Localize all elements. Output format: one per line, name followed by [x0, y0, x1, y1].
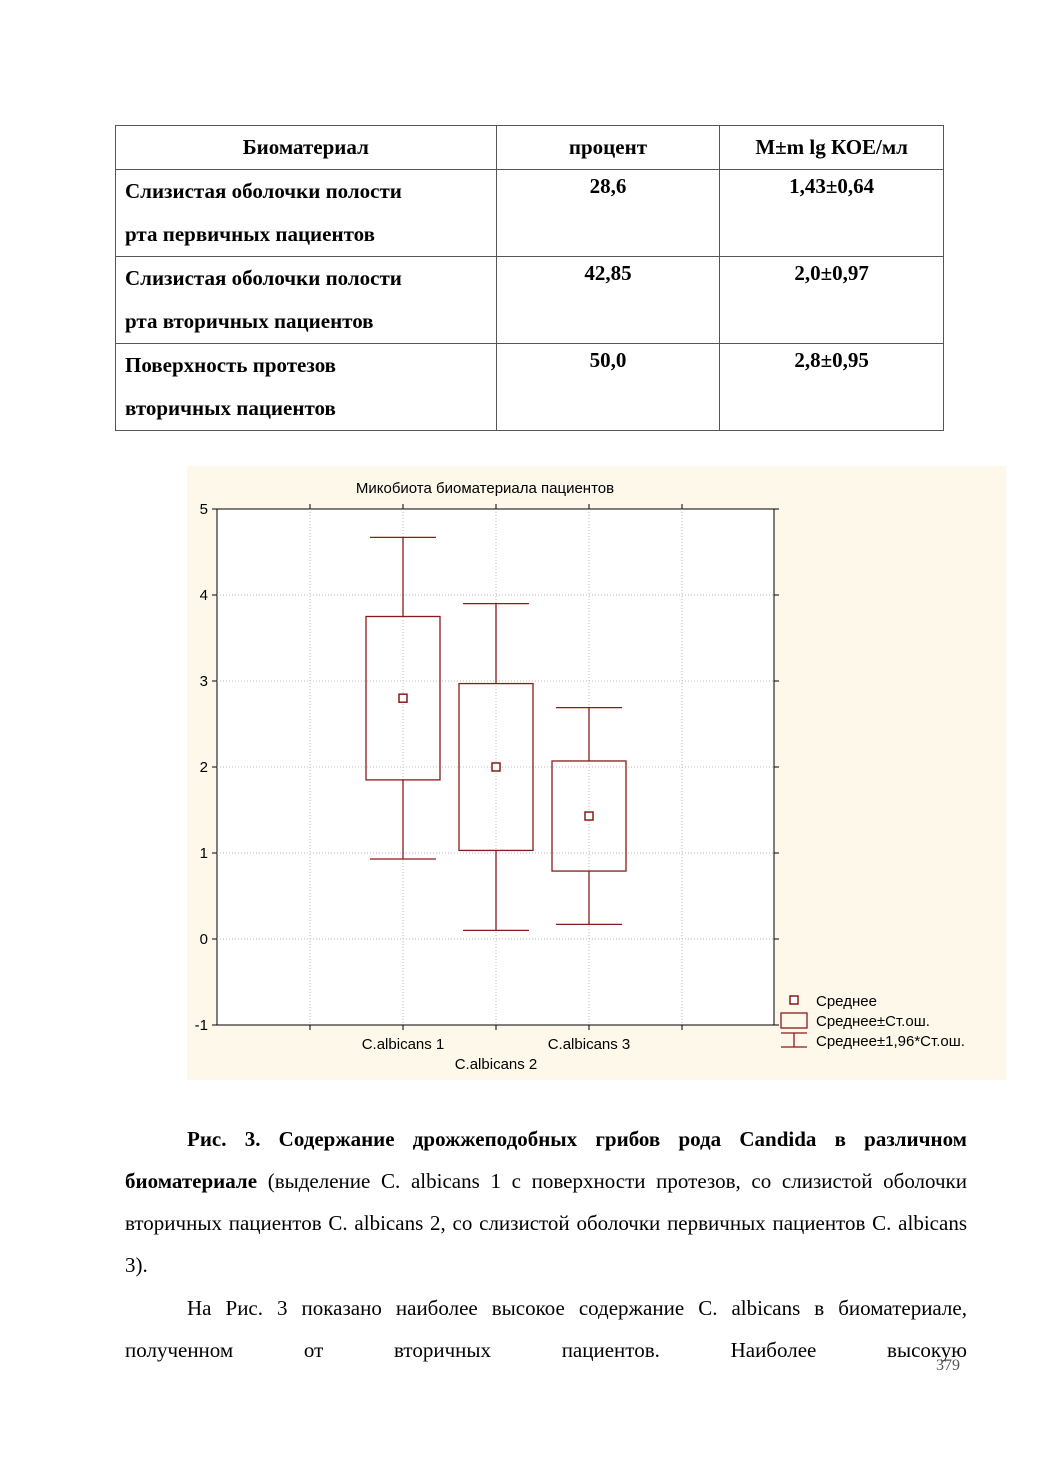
legend-label-se: Среднее±Ст.ош.	[816, 1013, 930, 1030]
y-tick-label: 0	[199, 931, 208, 948]
x-category-label: C.albicans 3	[547, 1036, 631, 1053]
mean-marker	[399, 694, 407, 702]
body-paragraph: На Рис. 3 показано наиболее высокое содержание C. albicans в биоматериале, полученном от вторичных пациентов. Наиболее высокую	[125, 1296, 967, 1362]
table-row	[116, 257, 944, 344]
table-cell-material: Слизистая оболочки полости рта вторичных пациентов	[116, 257, 497, 344]
table-cell-material: Поверхность протезов вторичных пациентов	[116, 344, 497, 431]
x-category-label: C.albicans 1	[361, 1036, 445, 1053]
y-tick-label: 5	[199, 501, 208, 518]
table-header: Биоматериал	[116, 126, 497, 170]
page-number: 379	[936, 1357, 960, 1374]
legend-box-marker	[781, 1013, 807, 1028]
chart-svg	[187, 466, 1006, 1080]
y-tick-label: 3	[199, 673, 208, 690]
table-row	[116, 170, 944, 257]
mean-marker	[585, 812, 593, 820]
legend-label-mean: Среднее	[816, 993, 877, 1010]
table-cell-value: 2,0±0,97	[720, 257, 944, 344]
mean-marker	[492, 763, 500, 771]
table-header: процент	[496, 126, 720, 170]
table-cell-value: 2,8±0,95	[720, 344, 944, 431]
caption-rest: (выделение C. albicans 1 с поверхности протезов, со слизистой оболочки вторичных пациентов C. albicans 2, со слизистой оболочки первичных пациентов C. albicans 3).	[125, 1169, 967, 1277]
table-cell-percent: 42,85	[496, 257, 720, 344]
x-category-label: C.albicans 2	[454, 1056, 538, 1073]
boxplot-chart	[187, 466, 1006, 1080]
table-header-row	[116, 126, 944, 170]
data-table	[115, 125, 944, 431]
legend-label-ci: Среднее±1,96*Ст.ош.	[816, 1033, 965, 1050]
chart-title: Микобиота биоматериала пациентов	[355, 480, 615, 497]
table-header: M±m lg КОЕ/мл	[720, 126, 944, 170]
table-cell-percent: 50,0	[496, 344, 720, 431]
y-tick-label: 4	[199, 587, 208, 604]
table-cell-value: 1,43±0,64	[720, 170, 944, 257]
y-tick-label: 2	[199, 759, 208, 776]
y-tick-label: -1	[194, 1017, 208, 1034]
table-row	[116, 344, 944, 431]
figure-caption	[125, 1118, 967, 1286]
table-cell-percent: 28,6	[496, 170, 720, 257]
y-tick-label: 1	[199, 845, 208, 862]
caption-label: Рис. 3. Содержание дрожжеподобных грибов рода Candida в различном биоматериале	[125, 1127, 967, 1193]
table-cell-material: Слизистая оболочки полости рта первичных пациентов	[116, 170, 497, 257]
legend-mean-marker	[790, 996, 798, 1004]
